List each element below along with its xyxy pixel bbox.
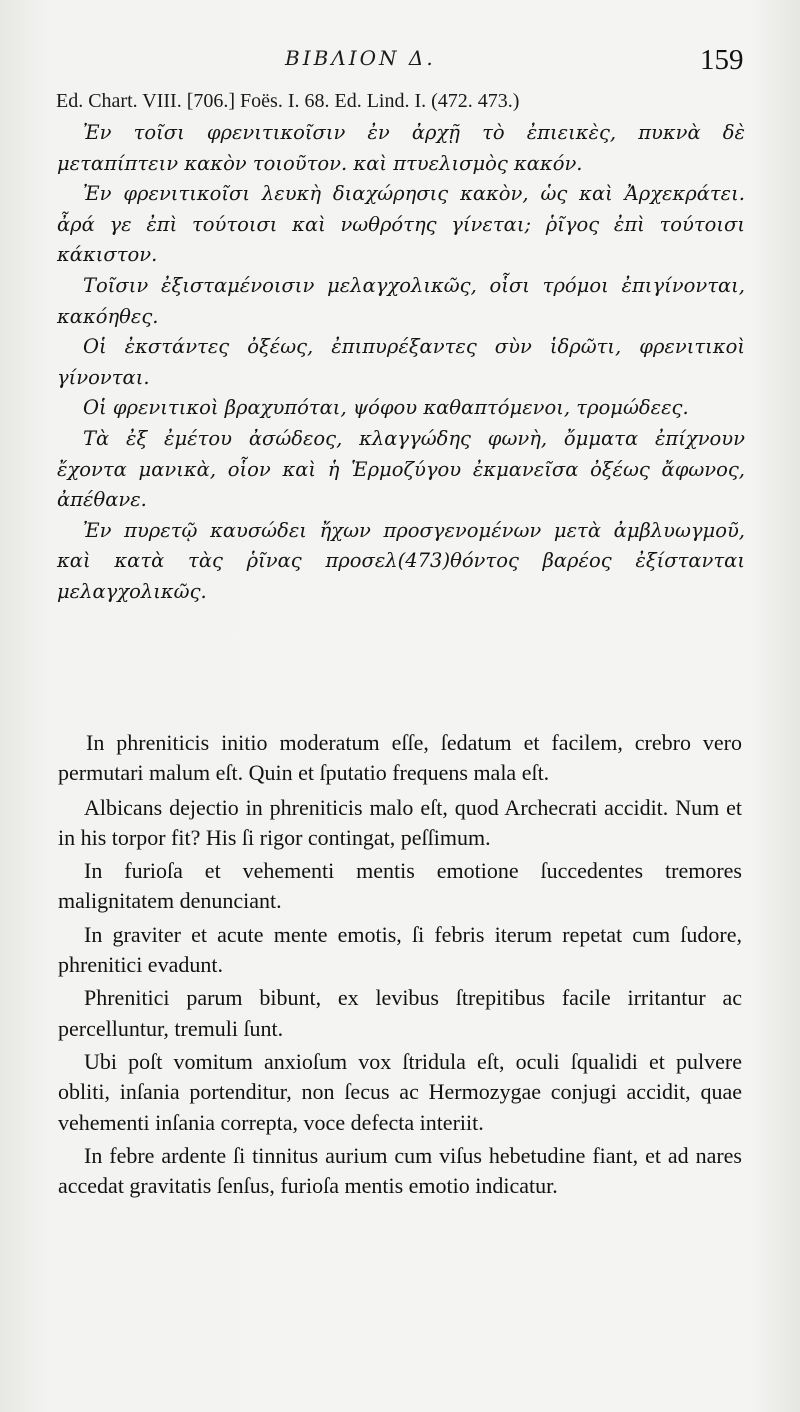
greek-paragraph: Τοῖσιν ἐξισταμένοισιν μελαγχολικῶς, οἷσι τρόμοι ἐπιγίνονται, κακόηθες. [57, 273, 745, 328]
latin-paragraph: Phrenitici parum bibunt, ex levibus ſtrepitibus facile irritantur ac percelluntur, tremuli ſunt. [58, 985, 742, 1041]
greek-paragraph: Ἐν πυρετῷ καυσώδει ἤχων προσγενομένων μετὰ ἀμβλυωγμοῦ, καὶ κατὰ τὰς ῥῖνας προσελ(473)θόντος βαρέος ἐξίστανται μελαγχολικῶς. [57, 518, 745, 603]
latin-paragraph: In graviter et acute mente emotis, ſi febris iterum repetat cum ſudore, phrenitici evadunt. [58, 921, 742, 978]
page-number: 159 [700, 44, 744, 76]
greek-paragraph: Ἐν τοῖσι φρενιτικοῖσιν ἐν ἀρχῇ τὸ ἐπιεικὲς, πυκνὰ δὲ μεταπίπτειν κακὸν τοιοῦτον. καὶ πτυελισμὸς κακόν. [57, 121, 745, 175]
greek-paragraph: Τὰ ἐξ ἐμέτου ἀσώδεος, κλαγγώδης φωνὴ, ὄμματα ἐπίχνουν ἔχοντα μανικὰ, οἷον καὶ ἡ Ἑρμοζύγου ἐκμανεῖσα ὀξέως ἄφωνος, ἀπέθανε. [57, 426, 745, 512]
greek-paragraph: Οἱ ἐκστάντες ὀξέως, ἐπιπυρέξαντες σὺν ἱδρῶτι, φρενιτικοὶ γίνονται. [57, 335, 745, 389]
latin-paragraph: Ubi poſt vomitum anxioſum vox ſtridula eſt, oculi ſqualidi et pulvere obliti, inſania portenditur, non ſecus ac Hermozygae conjugi accidit, quae vehementi inſania correpta, voce defecta interiit. [58, 1048, 742, 1135]
greek-text-block [57, 118, 745, 608]
running-head [0, 42, 800, 82]
latin-text-block [58, 728, 742, 1204]
edition-reference-line: Ed. Chart. VIII. [706.] Foës. I. 68. Ed. Lind. I. (472. 473.) [56, 90, 520, 112]
greek-paragraph: Ἐν φρενιτικοῖσι λευκὴ διαχώρησις κακὸν, ὡς καὶ Ἀρχεκράτει. ἆρά γε ἐπὶ τούτοισι καὶ νωθρότης γίνεται; ῥῖγος ἐπὶ τούτοισι κάκιστον. [57, 182, 745, 267]
latin-paragraph: Albicans dejectio in phreniticis malo eſt, quod Archecrati accidit. Num et in his torpor fit? His ſi rigor contingat, peſſimum. [58, 794, 742, 850]
latin-paragraph: In furioſa et vehementi mentis emotione ſuccedentes tremores malignitatem denunciant. [58, 858, 742, 914]
latin-paragraph: In phreniticis initio moderatum eſſe, ſedatum et facilem, crebro vero permutari malum eſt. Quin et ſputatio frequens mala eſt. [58, 730, 742, 786]
greek-paragraph: Οἱ φρενιτικοὶ βραχυπόται, ψόφου καθαπτόμενοι, τρομώδεες. [83, 396, 689, 420]
latin-paragraph: In febre ardente ſi tinnitus aurium cum viſus hebetudine fiant, et ad nares accedat gravitatis ſenſus, furioſa mentis emotio indicatur. [58, 1142, 742, 1199]
running-title: ΒΙΒΛΙΟΝ Δ. [285, 46, 436, 70]
